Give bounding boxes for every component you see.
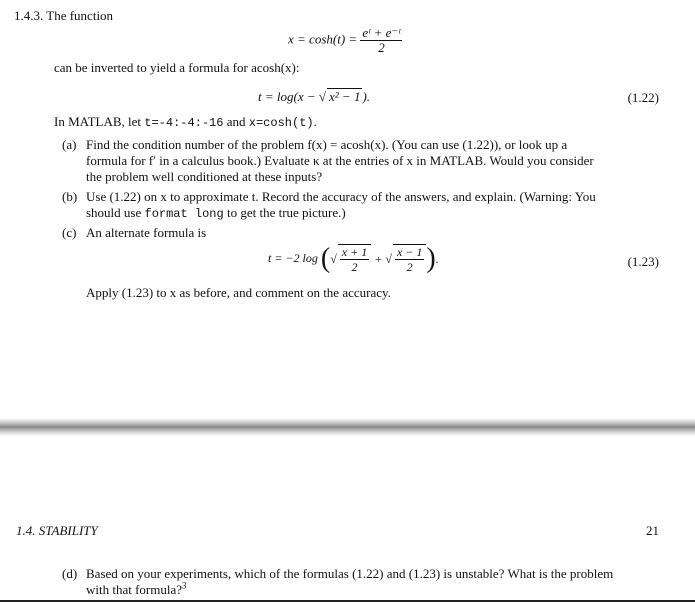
equation-cosh <box>288 26 402 55</box>
left-paren: ( <box>320 243 331 274</box>
matlab-suffix: . <box>313 114 317 129</box>
part-d-line <box>86 582 664 598</box>
part-b-line2-prefix: should use <box>86 205 145 220</box>
equation-cosh-fraction <box>360 26 402 55</box>
page-number: 21 <box>646 523 659 538</box>
sqrt-sign: √ <box>318 89 327 104</box>
equation-123-frac2-num: x − 1 <box>396 245 423 259</box>
part-b-line: Use (1.22) on x to approximate t. Record the accuracy of the answers, and explain. (Warning: You <box>86 189 596 204</box>
part-a-line: formula for f′ in a calculus book.) Evaluate κ at the entries of x in MATLAB. Would you consider <box>86 153 594 168</box>
equation-number-122: (1.22) <box>627 90 659 105</box>
part-b-code: format long <box>144 207 224 221</box>
part-c-apply: Apply (1.23) to x as before, and comment on the accuracy. <box>86 285 391 300</box>
matlab-line <box>54 114 317 131</box>
sqrt-sign: √ <box>330 252 337 266</box>
problem-heading <box>14 8 113 24</box>
part-a-label: (a) <box>62 137 77 152</box>
part-b-label: (b) <box>62 189 78 204</box>
matlab-code-t: t=-4:-4:-16 <box>144 116 224 130</box>
page-break <box>0 418 695 436</box>
equation-123-frac2 <box>393 244 426 274</box>
part-c-label: (c) <box>62 225 77 240</box>
equation-123-frac1 <box>338 244 371 274</box>
equation-cosh-lhs: x = cosh(t) = <box>288 31 358 47</box>
part-a-line: Find the condition number of the problem f(x) = acosh(x). (You can use (1.22)), or look up a <box>86 137 568 152</box>
problem-intro: The function <box>46 8 114 23</box>
section-header: 1.4. STABILITY <box>16 523 98 538</box>
part-d-line: Based on your experiments, which of the formulas (1.22) and (1.23) is unstable? What is the problem <box>86 566 614 581</box>
part-c-text: An alternate formula is <box>86 225 207 240</box>
equation-123-lhs: t = −2 log <box>268 250 318 265</box>
sqrt-sign: √ <box>385 252 392 266</box>
problem-number: 1.4.3. <box>14 8 44 23</box>
footnote-mark: 3 <box>182 580 187 591</box>
equation-122-radicand: x² − 1 <box>329 89 361 104</box>
part-a <box>86 137 664 185</box>
equation-123-plus: + <box>374 252 383 266</box>
part-b <box>86 189 664 222</box>
equation-123-frac1-num: x + 1 <box>341 245 368 259</box>
matlab-prefix: In MATLAB, let <box>54 114 145 129</box>
equation-number-123: (1.23) <box>627 254 659 269</box>
inverted-text: can be inverted to yield a formula for acosh(x): <box>54 60 300 75</box>
part-b-line2-suffix: to get the true picture.) <box>223 205 346 220</box>
equation-123 <box>268 244 439 274</box>
part-d-line2: with that formula? <box>86 582 183 597</box>
equation-cosh-numerator: eᵗ + e⁻ᵗ <box>362 25 401 40</box>
equation-122-after: ). <box>362 89 371 104</box>
matlab-middle: and <box>223 114 249 129</box>
equation-123-end: . <box>435 252 439 266</box>
part-d-label: (d) <box>62 566 78 581</box>
right-paren: ) <box>426 243 436 274</box>
equation-123-frac2-den: 2 <box>406 260 413 274</box>
equation-122-before: t = log(x − <box>258 89 319 104</box>
part-b-line <box>86 205 664 222</box>
part-a-line: the problem well conditioned at these inputs? <box>86 169 323 184</box>
equation-cosh-denominator: 2 <box>378 40 385 55</box>
matlab-code-x: x=cosh(t) <box>248 116 314 130</box>
part-d <box>86 566 664 598</box>
equation-122 <box>258 88 370 105</box>
equation-123-frac1-den: 2 <box>351 260 358 274</box>
